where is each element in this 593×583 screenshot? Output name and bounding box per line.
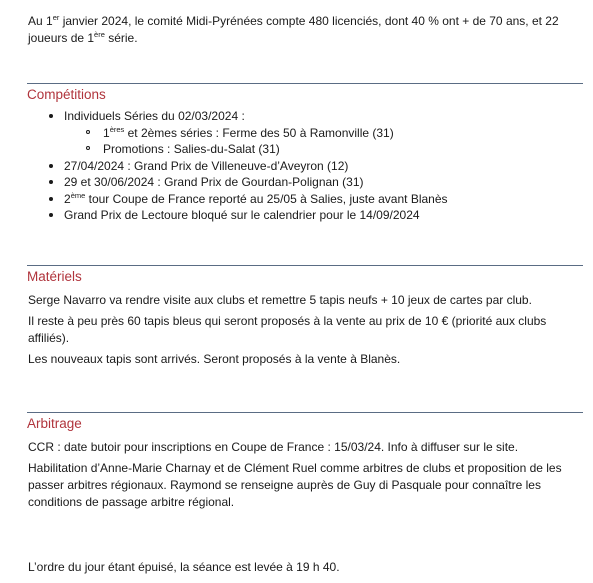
section-title-materiels: Matériels xyxy=(27,265,583,285)
list-item xyxy=(28,158,568,175)
list-item-sup: ème xyxy=(70,190,86,200)
intro-text-2: janvier 2024, le comité Midi-Pyrénées compte 480 licenciés, dont 40 % ont + de 70 ans, et 22 joueurs de 1 xyxy=(28,14,559,45)
sub-item-text: Promotions : Salies-du-Salat (31) xyxy=(103,142,280,156)
list-item xyxy=(28,108,568,158)
intro-sup-2: ère xyxy=(94,30,105,39)
sub-item-prefix: 1 xyxy=(103,125,110,140)
list-item-text: 27/04/2024 : Grand Prix de Villeneuve-d’Aveyron (12) xyxy=(64,158,349,173)
list-item-prefix: 2 xyxy=(64,191,71,206)
list-item-text: tour Coupe de France reporté au 25/05 à Salies, juste avant Blanès xyxy=(85,191,448,206)
materiels-paragraph-2: Il reste à peu près 60 tapis bleus qui seront proposés à la vente au prix de 10 € (priorité aux clubs affiliés). xyxy=(28,314,547,345)
list-item xyxy=(28,191,568,208)
section-title-competitions: Compétitions xyxy=(27,83,583,103)
intro-paragraph xyxy=(28,13,573,47)
sub-item-sup: ères xyxy=(109,124,125,134)
materiels-paragraph-1: Serge Navarro va rendre visite aux clubs et remettre 5 tapis neufs + 10 jeux de cartes par club. xyxy=(28,293,532,307)
section-title-arbitrage: Arbitrage xyxy=(27,412,583,432)
materiels-paragraph-3: Les nouveaux tapis sont arrivés. Seront proposés à la vente à Blanès. xyxy=(28,352,401,366)
closing-paragraph: L’ordre du jour étant épuisé, la séance est levée à 19 h 40. xyxy=(28,560,340,574)
list-item xyxy=(28,174,568,191)
sub-list xyxy=(64,125,568,158)
list-item xyxy=(28,207,568,224)
intro-text-1: Au 1 xyxy=(28,14,53,28)
sub-list-item xyxy=(64,141,568,158)
sub-list-item xyxy=(64,125,568,142)
arbitrage-paragraph-2: Habilitation d’Anne-Marie Charnay et de Clément Ruel comme arbitres de clubs et proposition de les passer arbitres régionaux. Raymond se renseigne auprès de Guy di Pasquale pour connaître les conditions de passage arbitre régional. xyxy=(28,461,562,509)
list-item-text: Grand Prix de Lectoure bloqué sur le calendrier pour le 14/09/2024 xyxy=(64,208,420,222)
sub-item-text: et 2èmes séries : Ferme des 50 à Ramonville (31) xyxy=(124,125,394,140)
competitions-list xyxy=(28,108,568,224)
list-item-text: 29 et 30/06/2024 : Grand Prix de Gourdan-Polignan (31) xyxy=(64,175,364,189)
intro-sup-1: er xyxy=(52,13,60,22)
intro-text-3: série. xyxy=(104,31,138,45)
arbitrage-paragraph-1: CCR : date butoir pour inscriptions en Coupe de France : 15/03/24. Info à diffuser sur le site. xyxy=(28,440,519,454)
list-item-text: Individuels Séries du 02/03/2024 : xyxy=(64,109,245,123)
